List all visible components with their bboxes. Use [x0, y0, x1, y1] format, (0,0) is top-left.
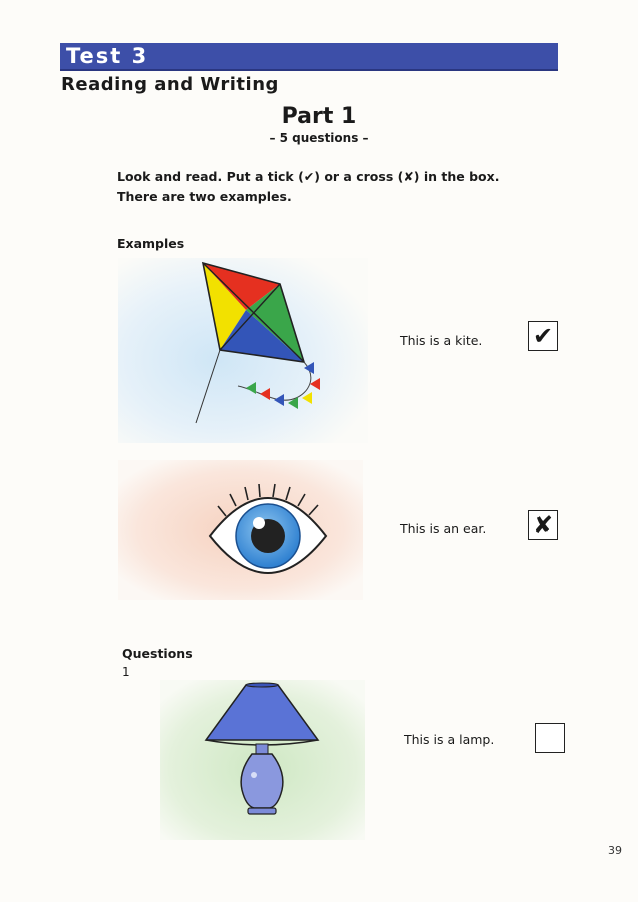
example-1-caption: This is a kite. [400, 333, 483, 348]
eye-picture [118, 460, 363, 600]
questions-heading: Questions [122, 646, 193, 661]
test-banner [60, 43, 558, 71]
question-1-caption: This is a lamp. [404, 732, 495, 747]
part-title: Part 1 [281, 104, 357, 129]
instruction-line-1: Look and read. Put a tick (✔) or a cross (✘) in the box. [117, 169, 500, 184]
instruction-line-2: There are two examples. [117, 189, 292, 204]
question-count: – 5 questions – [269, 131, 369, 145]
example-1-answer-box: ✔ [528, 321, 558, 351]
section-subtitle: Reading and Writing [61, 74, 279, 95]
page-number: 39 [608, 844, 622, 857]
example-2-answer-box: ✘ [528, 510, 558, 540]
instructions [117, 167, 499, 207]
question-1-answer-box[interactable] [535, 723, 565, 753]
question-1-number: 1 [122, 665, 130, 679]
examples-heading: Examples [117, 236, 185, 251]
kite-picture [118, 258, 368, 443]
lamp-picture [160, 680, 365, 840]
test-label: Test 3 [66, 44, 149, 68]
example-2-caption: This is an ear. [400, 521, 487, 536]
